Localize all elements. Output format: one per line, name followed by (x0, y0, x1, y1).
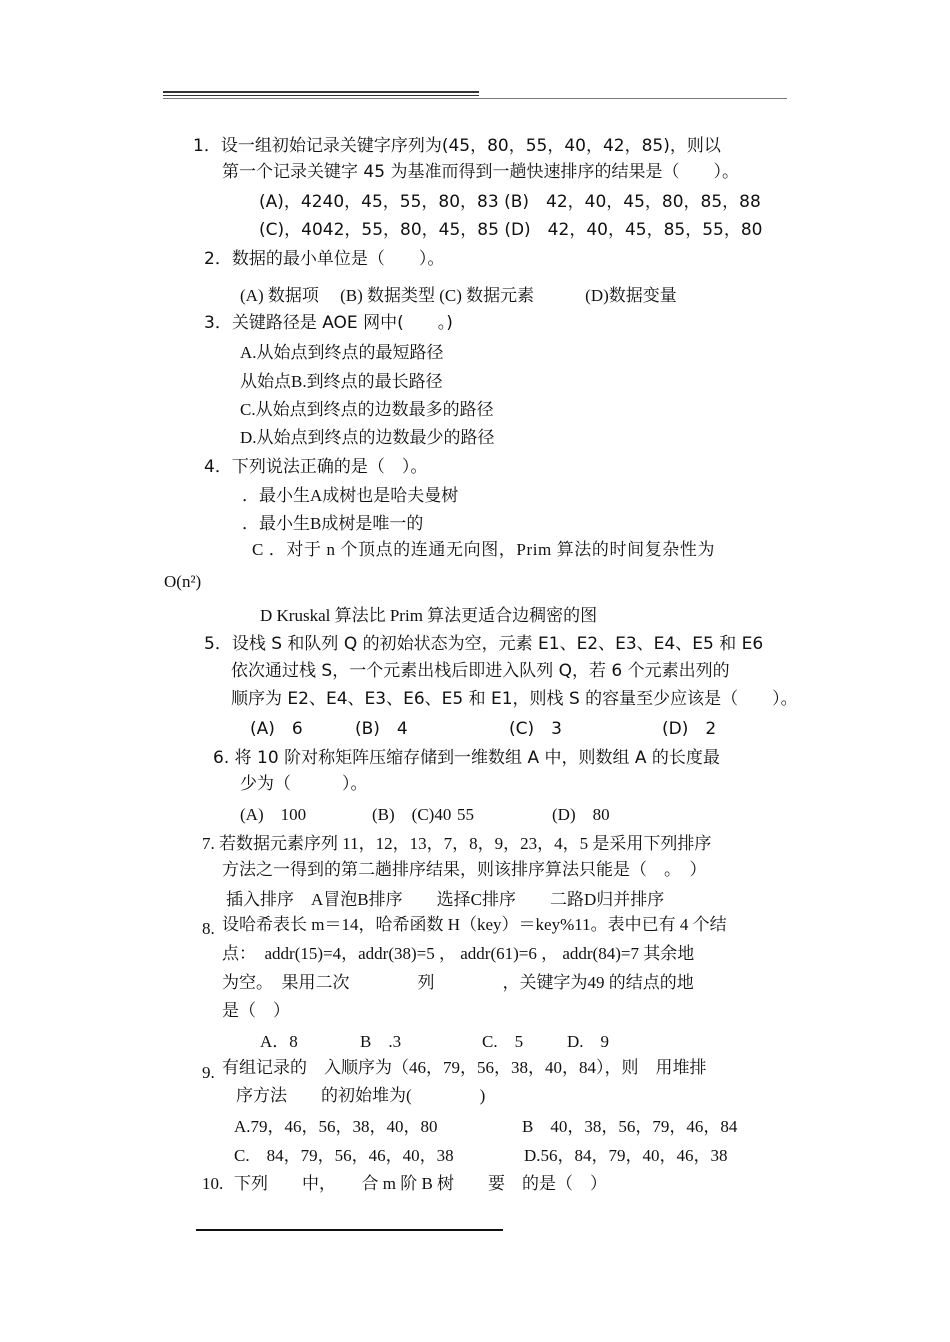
q8-option-d: D. 9 (567, 1032, 610, 1051)
q9-option-c: C. 84，79，56，46，40，38 (234, 1146, 454, 1165)
q1-stem-line1: 1．设一组初始记录关键字序列为(45，80，55，40，42，85)，则以 (193, 136, 721, 156)
header-rule-thick (163, 91, 479, 93)
q3-option-a: A.从始点到终点的最短路径 (240, 343, 444, 362)
q9-stem-line2: 序方法 的初始堆为( ) (236, 1086, 486, 1105)
q4-option-c-continuation: O(n²) (164, 572, 202, 591)
q6-option-c-value: 55 (457, 805, 474, 824)
q8-stem-line4: 是（ ） (222, 1001, 290, 1020)
footer-rule (196, 1229, 503, 1231)
q6-option-a: (A) 100 (240, 805, 307, 824)
q8-stem-line3: 为空。 果用二次 列 ，关键字为49 的结点的地 (222, 973, 694, 992)
q6-option-d: (D) 80 (552, 805, 610, 824)
q1-options-ab: (A)，4240，45，55，80，83 (B) 42，40，45，80，85，88 (259, 192, 761, 212)
q5-stem-line1: 5．设栈 S 和队列 Q 的初始状态为空，元素 E1、E2、E3、E4、E5 和 E6 (204, 634, 764, 654)
q8-stem-line2: 点： addr(15)=4，addr(38)=5 ， addr(61)=6 ， addr(84)=7 其余地 (222, 944, 695, 963)
header-rule-thin-1 (163, 95, 479, 96)
q5-stem-line2: 依次通过栈 S，一个元素出栈后即进入队列 Q，若 6 个元素出列的 (231, 661, 730, 681)
q4-stem: 4．下列说法正确的是（ ）。 (204, 457, 428, 477)
q3-option-d: D.从始点到终点的边数最少的路径 (240, 428, 495, 447)
q5-option-c: (C) 3 (509, 719, 562, 739)
q5-stem-line3: 顺序为 E2、E4、E3、E6、E5 和 E1，则栈 S 的容量至少应该是（ ）。 (231, 689, 798, 709)
q2-options: (A) 数据项 (B) 数据类型 (C) 数据元素 (D)数据变量 (240, 286, 677, 305)
q6-stem-line2: 少为（ ）。 (240, 774, 368, 794)
q8-option-c: C. 5 (482, 1032, 524, 1051)
q7-options: 插入排序 A冒泡B排序 选择C排序 二路D归并排序 (226, 890, 665, 909)
q8-stem-line1: 设哈希表长 m＝14，哈希函数 H（key）＝key%11。表中已有 4 个结 (222, 915, 727, 934)
q6-option-bc: (B) (C)40 (372, 805, 452, 824)
q2-stem: 2．数据的最小单位是（ ）。 (204, 249, 445, 269)
q5-option-d: (D) 2 (662, 719, 717, 739)
q9-option-d: D.56，84，79，40，46，38 (524, 1146, 728, 1165)
q7-stem-line1: 7. 若数据元素序列 11，12，13，7，8，9，23，4，5 是采用下列排序 (202, 834, 712, 853)
q9-option-b: B 40，38，56，79，46，84 (522, 1117, 738, 1136)
q6-stem-line1: 6. 将 10 阶对称矩阵压缩存储到一维数组 A 中，则数组 A 的长度最 (213, 748, 720, 768)
q4-option-d: D Kruskal 算法比 Prim 算法更适合边稠密的图 (260, 606, 598, 625)
q9-option-a: A.79，46，56，38，40，80 (234, 1117, 438, 1136)
q4-option-a: ．最小生A成树也是哈夫曼树 (242, 486, 459, 505)
q7-stem-line2: 方法之一得到的第二趟排序结果，则该排序算法只能是（ 。 ） (222, 860, 707, 879)
q8-option-a: A．8 (260, 1032, 298, 1051)
q4-option-b: ．最小生B成树是唯一的 (242, 514, 424, 533)
q10-number: 10. (202, 1174, 224, 1193)
q3-option-b: 从始点B.到终点的最长路径 (240, 372, 443, 391)
q3-option-c: C.从始点到终点的边数最多的路径 (240, 400, 494, 419)
q9-stem-line1: 有组记录的 入顺序为（46，79，56，38，40，84），则 用堆排 (222, 1058, 707, 1077)
q10-stem: 下列 中， 合 m 阶 B 树 要 的是（ ） (234, 1174, 608, 1193)
header-rule-thin-2 (163, 98, 787, 99)
q4-option-c: C ．对于 n 个顶点的连通无向图，Prim 算法的时间复杂性为 (252, 540, 716, 559)
q8-option-b: B .3 (360, 1032, 402, 1051)
q5-option-b: (B) 4 (355, 719, 408, 739)
q5-option-a: (A) 6 (250, 719, 303, 739)
q3-stem: 3．关键路径是 AOE 网中( 。) (204, 313, 453, 333)
q9-number: 9. (202, 1063, 215, 1082)
q1-options-cd: (C)，4042，55，80，45，85 (D) 42，40，45，85，55，80 (259, 220, 763, 240)
q8-number: 8. (202, 919, 215, 938)
q1-stem-line2: 第一个记录关键字 45 为基准而得到一趟快速排序的结果是（ ）。 (222, 162, 739, 182)
